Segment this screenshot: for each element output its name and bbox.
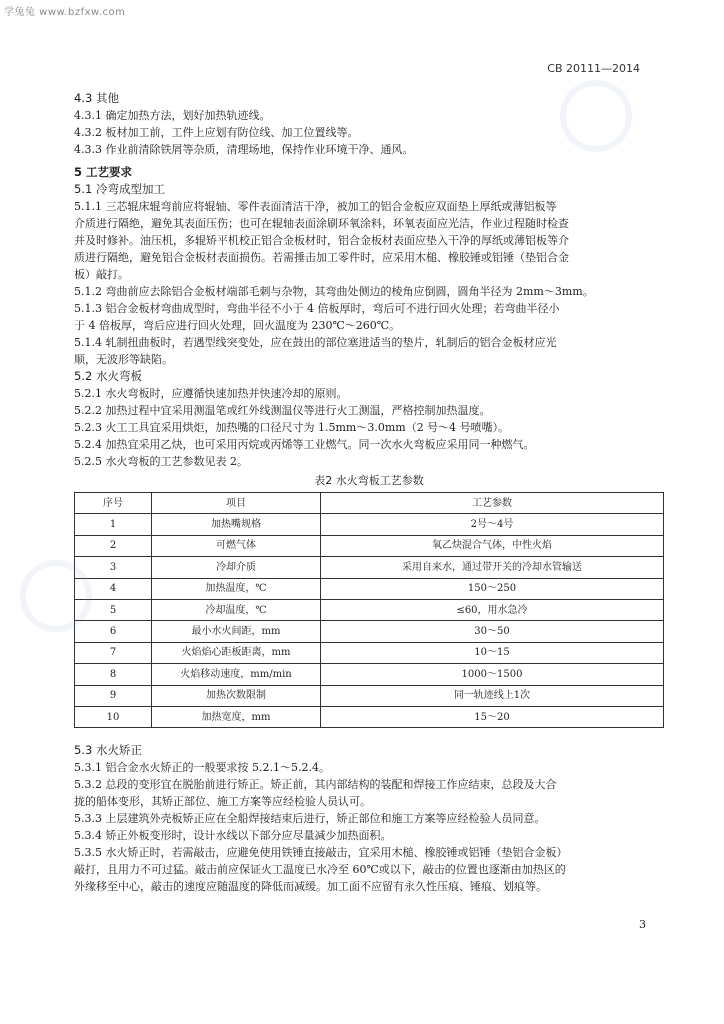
text-line: 5.3.1 铝合金水火矫正的一般要求按 5.2.1～5.2.4。 xyxy=(74,761,330,775)
cell-parameter: 同一轨迹线上1次 xyxy=(321,685,664,706)
cell-parameter: 2号～4号 xyxy=(321,514,664,535)
text-line: 5.3.4 矫正外板变形时，设计水线以下部分应尽量减少加热面积。 xyxy=(74,829,392,843)
cell-serial: 4 xyxy=(75,578,152,599)
text-line: 4.3.1 确定加热方法，划好加热轨迹线。 xyxy=(74,109,271,122)
cell-serial: 9 xyxy=(75,685,152,706)
cell-serial: 1 xyxy=(75,514,152,535)
cell-parameter: 15～20 xyxy=(321,706,664,727)
cell-serial: 8 xyxy=(75,664,152,685)
page-number: 3 xyxy=(639,918,646,931)
table-row xyxy=(75,599,664,620)
text-line: 5.1 冷弯成型加工 xyxy=(74,182,165,196)
cell-serial: 10 xyxy=(75,706,152,727)
text-line: 外缘移至中心，敲击的速度应随温度的降低而减缓。加工面不应留有永久性压痕、锤痕、划痕等。 xyxy=(74,880,547,894)
table-row xyxy=(75,642,664,663)
table-title: 表2 水火弯板工艺参数 xyxy=(314,474,424,487)
cell-item: 冷却温度，℃ xyxy=(152,599,321,620)
text-line: 5.2 水火弯板 xyxy=(74,369,142,383)
cell-item: 加热次数限制 xyxy=(152,685,321,706)
header-item: 项目 xyxy=(152,493,321,514)
text-line: 5.3 水火矫正 xyxy=(74,743,142,758)
cell-item: 可燃气体 xyxy=(152,535,321,556)
cell-parameter: 采用自来水，通过带开关的冷却水管输送 xyxy=(321,557,664,578)
text-line: 5.3.2 总段的变形宜在脱胎前进行矫正。矫正前，其内部结构的装配和焊接工作应结束，总段及大合 xyxy=(74,778,557,792)
section-4-5-text xyxy=(74,90,664,470)
table-row xyxy=(75,557,664,578)
table-row xyxy=(75,514,664,535)
table-row xyxy=(75,621,664,642)
cell-parameter: 150～250 xyxy=(321,578,664,599)
text-line: 5.2.1 水火弯板时，应遵循快速加热并快速冷却的原则。 xyxy=(74,387,348,400)
text-line: 介质进行隔绝，避免其表面压伤；也可在辊轴表面涂刷环氧涂料，环氧表面应光洁，作业过程随时检查 xyxy=(74,217,569,230)
table-header-row xyxy=(75,493,664,514)
text-line: 并及时修补。油压机，多辊矫平机校正铝合金板材时，铝合金板材表面应垫入干净的厚纸或薄铝板等介 xyxy=(74,234,569,247)
cell-serial: 7 xyxy=(75,642,152,663)
process-parameter-table xyxy=(74,492,664,728)
cell-parameter: 氧乙炔混合气体，中性火焰 xyxy=(321,535,664,556)
cell-item: 最小水火间距，mm xyxy=(152,621,321,642)
text-line: 敲打，且用力不可过猛。敲击前应保证火工温度已水冷至 60℃或以下，敲击的位置也逐渐由加热区的 xyxy=(74,863,566,877)
header-serial: 序号 xyxy=(75,493,152,514)
cell-serial: 6 xyxy=(75,621,152,642)
text-line: 5.1.2 弯曲前应去除铝合金板材端部毛刺与杂物，其弯曲处侧边的棱角应倒圆，圆角半径为 2mm～3mm。 xyxy=(74,285,594,298)
cell-item: 冷却介质 xyxy=(152,557,321,578)
cell-serial: 5 xyxy=(75,599,152,620)
cell-serial: 3 xyxy=(75,557,152,578)
table-row xyxy=(75,578,664,599)
cell-parameter: 30～50 xyxy=(321,621,664,642)
document-body xyxy=(74,90,664,895)
cell-serial: 2 xyxy=(75,535,152,556)
text-line: 5.3.3 上层建筑外壳板矫正应在全船焊接结束后进行，矫正部位和施工方案等应经检验人员同意。 xyxy=(74,812,546,826)
site-watermark: 学兔兔 www.bzfxw.com xyxy=(4,7,126,18)
text-line: 质进行隔绝，避免铝合金板材表面损伤。若需捶击加工零件时，应采用木槌、橡胶锤或铝锤（垫铝合金 xyxy=(74,251,569,264)
text-line: 5.2.4 加热宜采用乙炔，也可采用丙烷或丙烯等工业燃气。同一次水火弯板应采用同一种燃气。 xyxy=(74,438,535,451)
text-line: 拢的船体变形，其矫正部位、施工方案等应经检验人员认可。 xyxy=(74,795,371,809)
text-line: 5.1.3 铝合金板材弯曲成型时，弯曲半径不小于 4 倍板厚时，弯后可不进行回火处理；若弯曲半径小 xyxy=(74,302,560,315)
section-5-3-text xyxy=(74,742,664,895)
table-row xyxy=(75,685,664,706)
text-line: 顺，无波形等缺陷。 xyxy=(74,353,173,366)
cell-item: 加热嘴规格 xyxy=(152,514,321,535)
text-line: 5 工艺要求 xyxy=(74,165,133,179)
text-line: 5.2.5 水火弯板的工艺参数见表 2。 xyxy=(74,455,248,468)
cell-item: 火焰移动速度，mm/min xyxy=(152,664,321,685)
table-row xyxy=(75,535,664,556)
text-line: 4.3.2 板材加工前，工件上应划有防位线、加工位置线等。 xyxy=(74,126,359,139)
cell-item: 加热宽度，mm xyxy=(152,706,321,727)
text-line: 4.3.3 作业前清除铁屑等杂质，清理场地，保持作业环境干净、通风。 xyxy=(74,143,414,156)
cell-item: 加热温度，℃ xyxy=(152,578,321,599)
standard-number: CB 20111—2014 xyxy=(547,62,640,75)
header-parameter: 工艺参数 xyxy=(321,493,664,514)
text-line: 5.2.3 火工工具宜采用烘炬，加热嘴的口径尺寸为 1.5mm～3.0mm（2 号～4 号喷嘴）。 xyxy=(74,421,510,434)
text-line: 于 4 倍板厚，弯后应进行回火处理，回火温度为 230℃～260℃。 xyxy=(74,319,401,332)
text-line: 5.2.2 加热过程中宜采用测温笔或红外线测温仪等进行火工测温，严格控制加热温度。 xyxy=(74,404,491,417)
table-row xyxy=(75,706,664,727)
text-line: 5.1.4 轧制扭曲板时，若遇型线突变处，应在鼓出的部位塞进适当的垫片，轧制后的铝合金板材应光 xyxy=(74,336,557,349)
table-row xyxy=(75,664,664,685)
text-line: 板）敲打。 xyxy=(74,268,129,281)
cell-parameter: ≤60，用水急冷 xyxy=(321,599,664,620)
cell-parameter: 10～15 xyxy=(321,642,664,663)
cell-parameter: 1000～1500 xyxy=(321,664,664,685)
text-line: 4.3 其他 xyxy=(74,91,119,105)
text-line: 5.3.5 水火矫正时，若需敲击，应避免使用铁锤直接敲击，宜采用木槌、橡胶锤或铝锤（垫铝合金板） xyxy=(74,846,568,860)
text-line: 5.1.1 三芯辊床辊弯前应将辊轴、零件表面清洁干净，被加工的铝合金板应双面垫上厚纸或薄铝板等 xyxy=(74,200,557,213)
cell-item: 火焰焰心距板距离，mm xyxy=(152,642,321,663)
